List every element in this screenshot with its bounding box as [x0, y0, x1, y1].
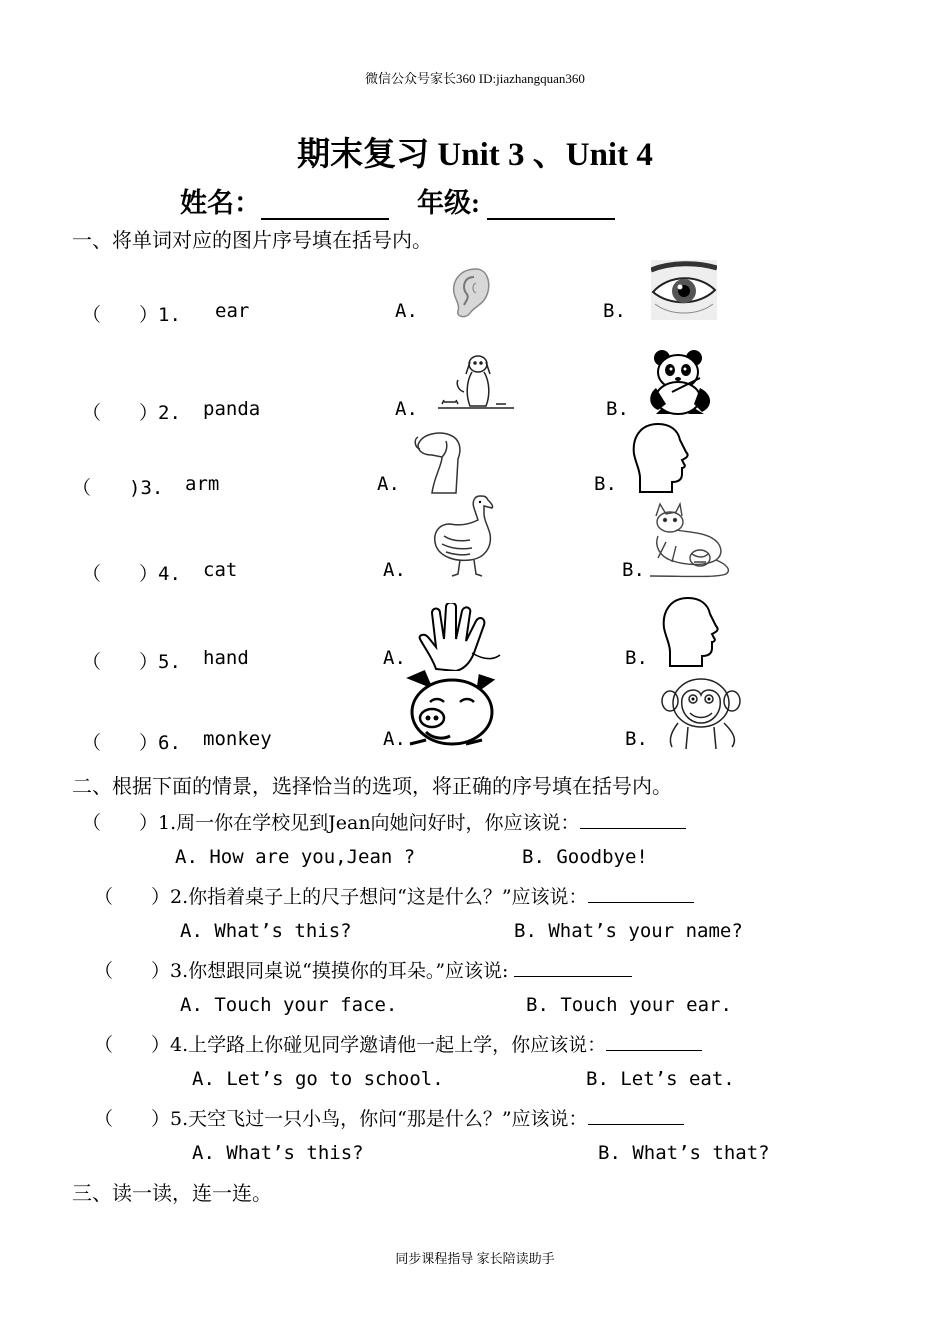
q1-answer-blank[interactable]: [580, 810, 686, 829]
item3-b-label: B.: [594, 473, 617, 495]
item6-b-label: B.: [625, 728, 648, 750]
q3-prompt: （ ）3.你想跟同桌说“摸摸你的耳朵。”应该说:: [94, 960, 509, 982]
name-label: 姓名：: [180, 188, 261, 218]
q5-answer-blank[interactable]: [588, 1106, 684, 1125]
monkey-icon: [658, 677, 744, 749]
q2-prompt: （ ）2.你指着桌子上的尺子想问“这是什么？”应该说：: [94, 886, 588, 908]
q4-option-a: A. Let’s go to school.: [192, 1068, 444, 1090]
q5-option-a: A. What’s this?: [192, 1142, 364, 1164]
panda-icon: [642, 348, 720, 416]
duck-icon: [430, 494, 500, 578]
item2-a-label: A.: [395, 398, 418, 420]
name-blank[interactable]: [261, 192, 389, 220]
item1-word: ear: [215, 300, 250, 322]
q5-option-b: B. What’s that?: [598, 1142, 770, 1164]
q4-option-b: B. Let’s eat.: [586, 1068, 735, 1090]
item2-num: （ ）2.: [82, 402, 181, 424]
q4-prompt: （ ）4.上学路上你碰见同学邀请他一起上学，你应该说：: [94, 1034, 607, 1056]
hand-icon: [416, 603, 502, 671]
item4-a-label: A.: [383, 559, 406, 581]
q4-answer-blank[interactable]: [606, 1032, 702, 1051]
item1-b-label: B.: [603, 300, 626, 322]
q1-text: [82, 808, 686, 835]
arm-icon: [412, 425, 476, 495]
q3-option-b: B. Touch your ear.: [526, 994, 732, 1016]
section3-heading: 三、读一读，连一连。: [72, 1181, 272, 1205]
item1-num: （ ）1.: [82, 304, 181, 326]
q3-option-a: A. Touch your face.: [180, 994, 398, 1016]
q1-option-b: B. Goodbye!: [522, 846, 648, 868]
dog-icon: [436, 352, 516, 412]
item1-a-label: A.: [395, 300, 418, 322]
q3-answer-blank[interactable]: [514, 958, 632, 977]
q5-text: [94, 1104, 684, 1131]
item3-a-label: A.: [377, 473, 400, 495]
q4-text: [94, 1030, 702, 1057]
q2-option-b: B. What’s your name?: [514, 920, 743, 942]
cat-icon: [646, 502, 734, 580]
page-header: 微信公众号家长360 ID:jiazhangquan360: [365, 71, 585, 86]
pig-icon: [406, 670, 496, 750]
item2-word: panda: [203, 398, 261, 420]
head-icon: [658, 594, 722, 670]
item5-b-label: B.: [625, 647, 648, 669]
q2-answer-blank[interactable]: [588, 884, 694, 903]
item4-num: （ ）4.: [82, 563, 181, 585]
grade-blank[interactable]: [487, 192, 615, 220]
q1-option-a: A. How are you,Jean ?: [175, 846, 416, 868]
eye-icon: [651, 260, 717, 320]
name-grade-row: [180, 181, 643, 220]
ear-icon: [446, 265, 498, 319]
section2-heading: 二、根据下面的情景，选择恰当的选项，将正确的序号填在括号内。: [72, 774, 672, 798]
item3-word: arm: [185, 473, 220, 495]
page-title: 期末复习 Unit 3 、Unit 4: [297, 137, 653, 173]
q1-prompt: （ ）1.周一你在学校见到Jean向她问好时，你应该说：: [82, 812, 580, 834]
item2-b-label: B.: [606, 398, 629, 420]
head-icon: [628, 420, 692, 496]
item6-a-label: A.: [383, 728, 406, 750]
q3-text: [94, 956, 632, 983]
item5-word: hand: [203, 647, 249, 669]
q5-prompt: （ ）5.天空飞过一只小鸟，你问“那是什么？”应该说：: [94, 1108, 588, 1130]
item6-num: （ ）6.: [82, 732, 181, 754]
item3-num: （ )3.: [72, 477, 164, 499]
item4-b-label: B.: [622, 559, 645, 581]
q2-option-a: A. What’s this?: [180, 920, 352, 942]
item5-a-label: A.: [383, 647, 406, 669]
item6-word: monkey: [203, 728, 272, 750]
item4-word: cat: [203, 559, 238, 581]
item5-num: （ ）5.: [82, 651, 181, 673]
page-footer: 同步课程指导 家长陪读助手: [395, 1251, 555, 1266]
grade-label: 年级:: [417, 188, 480, 218]
section1-heading: 一、将单词对应的图片序号填在括号内。: [72, 228, 432, 252]
q2-text: [94, 882, 694, 909]
